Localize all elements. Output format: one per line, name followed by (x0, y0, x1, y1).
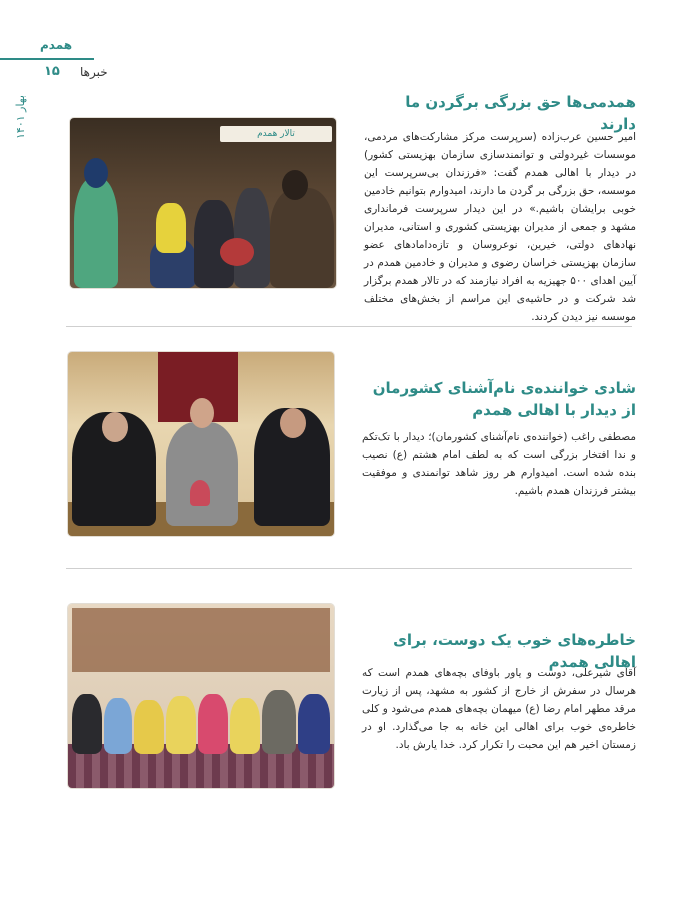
magazine-logo: همدم (40, 38, 73, 52)
article-2 (66, 348, 642, 548)
section-label: خبرها (80, 65, 108, 79)
article-1-photo (70, 118, 336, 288)
article-3 (66, 600, 642, 800)
issue-date: بهار ۱۴۰۱ (14, 95, 27, 139)
page-number: ۱۵ (44, 64, 60, 79)
article-3-photo (68, 604, 334, 788)
article-2-headline: شادی خواننده‌ی نام‌آشنای کشورمان از دیدار با اهالی همدم (372, 379, 636, 419)
article-3-headline: خاطره‌های خوب یک دوست، برای اهالی همدم (393, 631, 636, 671)
article-3-body: آقای شیرعلی، دوست و یاور باوفای بچه‌های همدم است که هرسال در سفرش از خارج از کشور به مشهد، پس از زیارت مرقد مطهر امام رضا (ع) میهمان بچه‌های همدم می‌شود و کلی خاطره‌ی خوب برای اهالی این خانه به جا می‌گذارد. او در زمستان اخیر هم این محبت را تکرار کرد. خدا یارش باد. (362, 667, 636, 752)
article-1-headline: همدمی‌ها حق بزرگی برگردن ما دارند (405, 93, 636, 133)
article-1-body: امیر حسین عرب‌زاده (سرپرست مرکز مشارکت‌های مردمی، موسسات غیردولتی و توانمندسازی سازمان بهزیستی کشور) در دیدار با اهالی همدم گفت: «فرزندان بی‌سرپرست این موسسه، حق بزرگی بر گردن ما دارند، امیدوارم بتوانیم خادمین خوبی برایشان باشیم.» در این دیدار سرپرست فرمانداری مشهد و جمعی از مدیران بهزیستی کشوری و استانی، مدیران نهادهای دولتی، خیرین، نوعروسان و تازه‌دامادهای عضو سازمان بهزیستی خراسان رضوی و مدیران و خادمین همدم در آیین اهدای ۵۰۰ جهیزیه به افراد نیازمند که در تالار همدم برگزار شد شرکت و در حاشیه‌ی این مراسم از بخش‌های مختلف موسسه نیز دیدن کردند. (364, 131, 637, 324)
article-2-photo (68, 352, 334, 536)
article-divider-1 (66, 326, 632, 327)
article-1 (66, 88, 642, 324)
header-rule (0, 58, 94, 60)
article-2-body: مصطفی راغب (خواننده‌ی نام‌آشنای کشورمان)؛ دیدار با تک‌تکم و ندا افتخار بزرگی است که به لطف امام هشتم (ع) نصیب بنده شده است. امیدوارم هر روز شاهد توانمندی و موفقیت بیشتر فرزندان همدم باشیم. (362, 431, 636, 498)
venue-sign: تالار همدم (220, 126, 332, 142)
article-divider-2 (66, 568, 632, 569)
